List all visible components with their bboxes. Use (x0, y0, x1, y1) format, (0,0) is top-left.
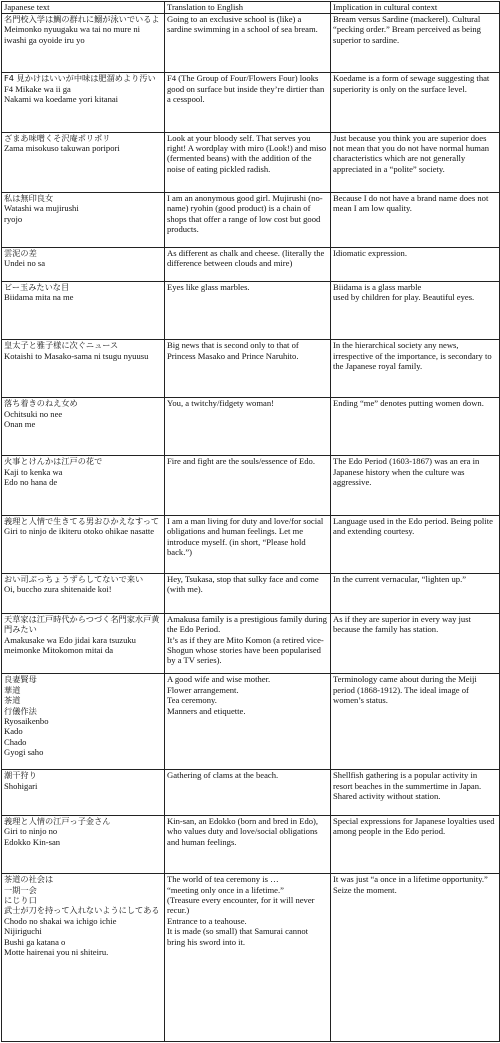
romaji-text: ryojo (4, 213, 23, 224)
japanese-phrase: ビー玉みたいな目 (4, 281, 70, 292)
table-row (2, 815, 500, 873)
implication-text: In the hierarchical society any news, irrespective of the importance, is secondary to the Japanese royal family. (333, 340, 492, 371)
table-row (2, 770, 500, 816)
implication-text: As if they are superior in every way just because the family has station. (333, 613, 471, 635)
japanese-phrase: 武士が刀を持って入れないようにしてある (4, 905, 160, 916)
implication-text: Special expressions for Japanese loyalties used among people in the Edo period. (333, 815, 495, 837)
romaji-text: Edo no hana de (4, 477, 58, 488)
japanese-phrase: 潮干狩り (4, 770, 37, 781)
table-row (2, 193, 500, 248)
implication-text: Ending “me” denotes putting women down. (333, 398, 484, 409)
translation-text: Look at your bloody self. That serves you right! A wordplay with miro (Look!) and miso (fermented beans) with the addition of the noise of eating pickled radish. (167, 132, 327, 174)
romaji-text: Kado (4, 726, 23, 737)
romaji-text: Ryosaikenbo (4, 715, 49, 726)
japanese-phrase: ざまあ味噌くそ沢庵ポリポリ (4, 132, 111, 143)
implication-text: Because I do not have a brand name does not mean I am low quality. (333, 193, 489, 214)
japanese-phrase: おい司ぶっちょうずらしてないで来い (4, 573, 144, 584)
implication-text: Idiomatic expression. (333, 247, 407, 258)
japanese-phrase: 良妻賢母 (4, 674, 37, 685)
japanese-text-cell (2, 132, 165, 192)
table-row (2, 674, 500, 770)
translation-text: Flower arrangement. (167, 684, 239, 695)
japanese-text-cell (2, 73, 165, 132)
implication-text: Biidama is a glass marble (333, 281, 422, 292)
implication-text: In the current vernacular, “lighten up.” (333, 573, 467, 584)
japanese-text-cell (2, 770, 165, 816)
table-row (2, 14, 500, 73)
header-japanese-text: Japanese text (2, 2, 165, 14)
translation-cell (165, 674, 331, 770)
translation-text: Fire and fight are the souls/essence of Edo. (167, 456, 315, 467)
japanese-text-cell (2, 613, 165, 673)
translation-text: As different as chalk and cheese. (literally the difference between clouds and mire) (167, 247, 325, 269)
romaji-text: F4 Mikake wa ii ga (4, 83, 71, 94)
translation-text: The world of tea ceremony is … (167, 874, 279, 885)
romaji-text: Gyogi saho (4, 747, 44, 758)
translation-cell (165, 613, 331, 673)
implication-cell (331, 247, 500, 281)
japanese-text-cell (2, 573, 165, 613)
romaji-text: Ochitsuki no nee (4, 408, 63, 419)
translation-text: Manners and etiquette. (167, 705, 246, 716)
romaji-text: Shohigari (4, 780, 38, 791)
translation-cell (165, 874, 331, 1042)
table-row (2, 132, 500, 192)
table-row (2, 515, 500, 573)
japanese-text-cell (2, 340, 165, 398)
table-row (2, 281, 500, 339)
translation-text: Entrance to a teahouse. (167, 915, 247, 926)
japanese-text-cell (2, 456, 165, 515)
japanese-phrase: 一期一会 (4, 884, 37, 895)
translation-cell (165, 73, 331, 132)
implication-text: Terminology came about during the Meiji period (1868-1912). The ideal image of women’s status. (333, 674, 477, 706)
implication-text: Bream versus Sardine (mackerel). Cultural “pecking order.” Bream perceived as being superior to sardine. (333, 14, 481, 45)
romaji-text: Kaji to kenka wa (4, 466, 63, 477)
implication-text: The Edo Period (1603-1867) was an era in Japanese history when the culture was aggressive. (333, 456, 480, 488)
table-row (2, 398, 500, 456)
romaji-text: Bushi ga katana o (4, 936, 66, 947)
romaji-text: Chado (4, 736, 27, 747)
japanese-phrase: 茶道 (4, 695, 21, 706)
translation-text: Going to an exclusive school is (like) a sardine swimming in a school of sea bream. (167, 14, 318, 35)
implication-cell (331, 515, 500, 573)
romaji-text: Giri to ninjo no (4, 826, 58, 837)
translation-text: It’s as if they are Mito Komon (a retired vice-Shogun whose stories have been popularised by a TV series). (167, 634, 324, 666)
japanese-text-cell (2, 398, 165, 456)
table-row (2, 613, 500, 673)
japanese-text-cell (2, 247, 165, 281)
translation-cell (165, 456, 331, 515)
implication-text: Just because you think you are superior does not mean that you do not have normal human characteristics which are not generally appreciated in a “polite” society. (333, 132, 490, 174)
implication-cell (331, 456, 500, 515)
translation-text: You, a twitchy/fidgety woman! (167, 398, 275, 409)
romaji-text: Oi, buccho zura shitenaide koi! (4, 584, 112, 595)
japanese-phrase: 皇太子と雅子様に次ぐニュース (4, 340, 119, 351)
implication-cell (331, 132, 500, 192)
translation-text: Big news that is second only to that of Princess Masako and Prince Naruhito. (167, 340, 299, 361)
implication-text: Language used in the Edo period. Being polite and extending courtesy. (333, 515, 493, 537)
japanese-phrase: 茶道の社会は (4, 874, 54, 885)
japanese-text-cell (2, 674, 165, 770)
translation-text: Tea ceremony. (167, 695, 217, 706)
implication-cell (331, 73, 500, 132)
japanese-phrase: 雲泥の差 (4, 247, 37, 258)
table-row (2, 247, 500, 281)
romaji-text: Kotaishi to Masako-sama ni tsugu nyuusu (4, 350, 149, 361)
japanese-phrase: 天草家は江戸時代からつづく名門家水戸黄門みたい (4, 613, 160, 635)
romaji-text: Watashi wa mujirushi (4, 203, 79, 214)
translation-cell (165, 132, 331, 192)
romaji-text: Undei no sa (4, 258, 46, 269)
implication-cell (331, 874, 500, 1042)
translation-text: It is made (so small) that Samurai cannot bring his sword into it. (167, 926, 309, 947)
japanese-text-cell (2, 874, 165, 1042)
translation-cell (165, 770, 331, 816)
translation-cell (165, 193, 331, 248)
japanese-text-cell (2, 815, 165, 873)
translation-text: Kin-san, an Edokko (born and bred in Edo), who values duty and love/social obligations and human feelings. (167, 815, 319, 847)
translation-cell (165, 815, 331, 873)
japanese-phrase: F4 見かけはいいが中味は肥溜めより汚い (4, 73, 156, 84)
translation-cell (165, 340, 331, 398)
translation-cell (165, 515, 331, 573)
table-row (2, 573, 500, 613)
translation-text: Hey, Tsukasa, stop that sulky face and come (with me). (167, 573, 319, 595)
japanese-text-cell (2, 281, 165, 339)
translation-text: Gathering of clams at the beach. (167, 770, 279, 781)
translation-text: A good wife and wise mother. (167, 674, 271, 685)
implication-text: Shellfish gathering is a popular activity in resort beaches in the summertime in Japan. Shared activity without station. (333, 770, 482, 802)
romaji-text: Amakusake wa Edo jidai kara tsuzuku meimonke Mitokomon mitai da (4, 634, 136, 656)
romaji-text: Edokko Kin-san (4, 836, 61, 847)
implication-cell (331, 573, 500, 613)
table-row (2, 73, 500, 132)
translation-text: Eyes like glass marbles. (167, 281, 250, 292)
japanese-phrase: 火事とけんかは江戸の花で (4, 456, 103, 467)
romaji-text: Meimonko nyuugaku wa tai no mure ni iwashi ga oyoide iru yo (4, 24, 141, 45)
table-row (2, 456, 500, 515)
romaji-text: Nijiriguchi (4, 926, 42, 937)
table-row (2, 874, 500, 1042)
japanese-text-cell (2, 515, 165, 573)
translation-text: (Treasure every encounter, for it will never recur.) (167, 894, 315, 916)
header-implication: Implication in cultural context (331, 2, 500, 14)
translation-cell (165, 14, 331, 73)
romaji-text: Chodo no shakai wa ichigo ichie (4, 915, 117, 926)
romaji-text: Zama misokuso takuwan poripori (4, 143, 120, 153)
japanese-phrase: 名門校入学は鯛の群れに鰯が泳いでいるよ (4, 14, 160, 24)
romaji-text: Biidama mita na me (4, 292, 74, 303)
table-row (2, 340, 500, 398)
translation-cell (165, 573, 331, 613)
translation-cell (165, 281, 331, 339)
implication-cell (331, 613, 500, 673)
header-row (2, 2, 500, 14)
implication-cell (331, 340, 500, 398)
implication-cell (331, 398, 500, 456)
implication-cell (331, 14, 500, 73)
japanese-text-cell (2, 14, 165, 73)
translation-cell (165, 398, 331, 456)
romaji-text: Motte hairenai you ni shiteiru. (4, 946, 109, 957)
translation-text: “meeting only once in a lifetime.” (167, 884, 284, 895)
translation-text: Amakusa family is a prestigious family during the Edo Period. (167, 613, 327, 635)
implication-text: Koedame is a form of sewage suggesting that superiority is only on the surface level. (333, 73, 490, 94)
implication-text: It was just “a once in a lifetime opportunity.” Seize the moment. (333, 874, 488, 895)
romaji-text: Nakami wa koedame yori kitanai (4, 94, 119, 105)
japanese-phrase: 義理と人情の江戸っ子金さん (4, 815, 111, 826)
romaji-text: Giri to ninjo de ikiteru otoko ohikae nasatte (4, 526, 155, 537)
header-translation: Translation to English (165, 2, 331, 14)
phrase-table (1, 1, 500, 1042)
translation-text: F4 (The Group of Four/Flowers Four) looks good on surface but inside they’re dirtier than a cesspool. (167, 73, 325, 105)
implication-cell (331, 193, 500, 248)
translation-text: I am a man living for duty and love/for social obligations and human feelings. Let me introduce myself. (in short, “Please hold back.”) (167, 515, 324, 557)
romaji-text: Onan me (4, 419, 36, 430)
implication-cell (331, 281, 500, 339)
implication-cell (331, 674, 500, 770)
implication-cell (331, 815, 500, 873)
implication-cell (331, 770, 500, 816)
translation-text: I am an anonymous good girl. Mujirushi (no-name) ryohin (good product) is a chain of shops that offer a range of low cost but good products. (167, 193, 323, 235)
japanese-text-cell (2, 193, 165, 248)
japanese-phrase: 華道 (4, 684, 21, 695)
japanese-phrase: 行儀作法 (4, 705, 37, 716)
japanese-phrase: 私は無印良女 (4, 193, 54, 204)
japanese-phrase: にじり口 (4, 894, 37, 905)
japanese-phrase: 落ち着きのねえ女め (4, 398, 78, 409)
implication-text: used by children for play. Beautiful eyes. (333, 292, 475, 303)
japanese-phrase: 義理と人情で生きてる男おひかえなすって (4, 515, 160, 526)
translation-cell (165, 247, 331, 281)
